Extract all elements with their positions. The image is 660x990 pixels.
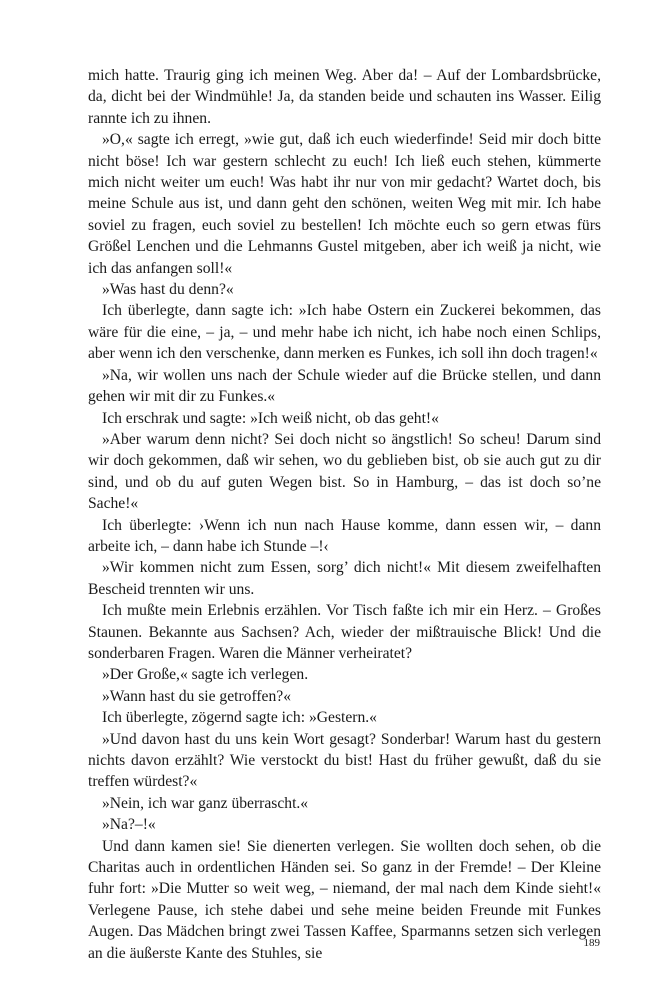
paragraph: »Na?–!« (102, 816, 156, 834)
paragraph: Und dann kamen sie! Sie dienerten verlegen. Sie wollten doch sehen, ob die Charitas auch in ordentlichen Händen sei. So ganz in der Fremde! – Der Kleine fuhr fort: »Die Mutter so weit weg, – niemand, der mal nach dem Kinde sieht!« Verlegene Pause, ich stehe dabei und sehe meine beiden Freunde mit Funkes Augen. Das Mädchen bringt zwei Tassen Kaffee, Sparmanns setzen sich verlegen an die äußerste Kante des Stuhles, sie (88, 837, 601, 962)
paragraph: »Wann hast du sie getroffen?« (102, 687, 291, 705)
paragraph: »Und davon hast du uns kein Wort gesagt? Sonderbar! Warum hast du gestern nichts davon erzählt? Wie verstockt du bist! Hast du früher gewußt, daß du sie treffen würdest?« (88, 730, 601, 791)
paragraph: »O,« sagte ich erregt, »wie gut, daß ich euch wiederfinde! Seid mir doch bitte nicht böse! Ich war gestern schlecht zu euch! Ich ließ euch stehen, kümmerte mich nicht weiter um euch! Was habt ihr nur von mir gedacht? Wartet doch, bis meine Schule aus ist, und dann geht den schönen, weiten Weg mit mir. Ich habe soviel zu fragen, euch soviel zu bestellen! Ich möchte euch so gern etwas fürs Größel Lenchen und die Lehmanns Gustel mitgeben, aber ich weiß ja nicht, wie ich das anfangen soll!« (88, 131, 601, 277)
page-body (88, 65, 601, 964)
paragraph: Ich mußte mein Erlebnis erzählen. Vor Tisch faßte ich mir ein Herz. – Großes Staunen. Bekannte aus Sachsen? Ach, wieder der mißtrauische Blick! Und die sonderbaren Fragen. Waren die Männer verheiratet? (88, 602, 601, 662)
paragraph: Ich erschrak und sagte: »Ich weiß nicht, ob das geht!« (102, 409, 439, 427)
paragraph: »Na, wir wollen uns nach der Schule wieder auf die Brücke stellen, und dann gehen wir mit dir zu Funkes.« (88, 366, 601, 406)
page-number: 189 (583, 937, 600, 949)
paragraph: Ich überlegte, zögernd sagte ich: »Gestern.« (102, 709, 377, 727)
paragraph: Ich überlegte: ›Wenn ich nun nach Hause komme, dann essen wir, – dann arbeite ich, – dann habe ich Stunde –!‹ (88, 516, 601, 555)
paragraph: »Wir kommen nicht zum Essen, sorg’ dich nicht!« Mit diesem zweifelhaften Bescheid trennten wir uns. (88, 559, 601, 598)
paragraph: »Der Große,« sagte ich verlegen. (102, 666, 309, 684)
paragraph: Ich überlegte, dann sagte ich: »Ich habe Ostern ein Zuckerei bekommen, das wäre für die eine, – ja, – und mehr habe ich nicht, ich habe noch einen Schlips, aber wenn ich den verschenke, dann merken es Funkes, ich soll ihn doch tragen!« (88, 302, 601, 363)
paragraph: mich hatte. Traurig ging ich meinen Weg. Aber da! – Auf der Lombardsbrücke, da, dicht bei der Windmühle! Ja, da standen beide und schauten ins Wasser. Eilig rannte ich zu ihnen. (88, 67, 601, 127)
paragraph: »Was hast du denn?« (102, 281, 234, 299)
paragraph: »Nein, ich war ganz überrascht.« (102, 794, 309, 812)
paragraph: »Aber warum denn nicht? Sei doch nicht so ängstlich! So scheu! Darum sind wir doch gekommen, daß wir sehen, wo du geblieben bist, ob sie auch gut zu dir sind, und ob du auf guten Wegen bist. So in Hamburg, – das ist doch so’ne Sache!« (88, 430, 601, 513)
